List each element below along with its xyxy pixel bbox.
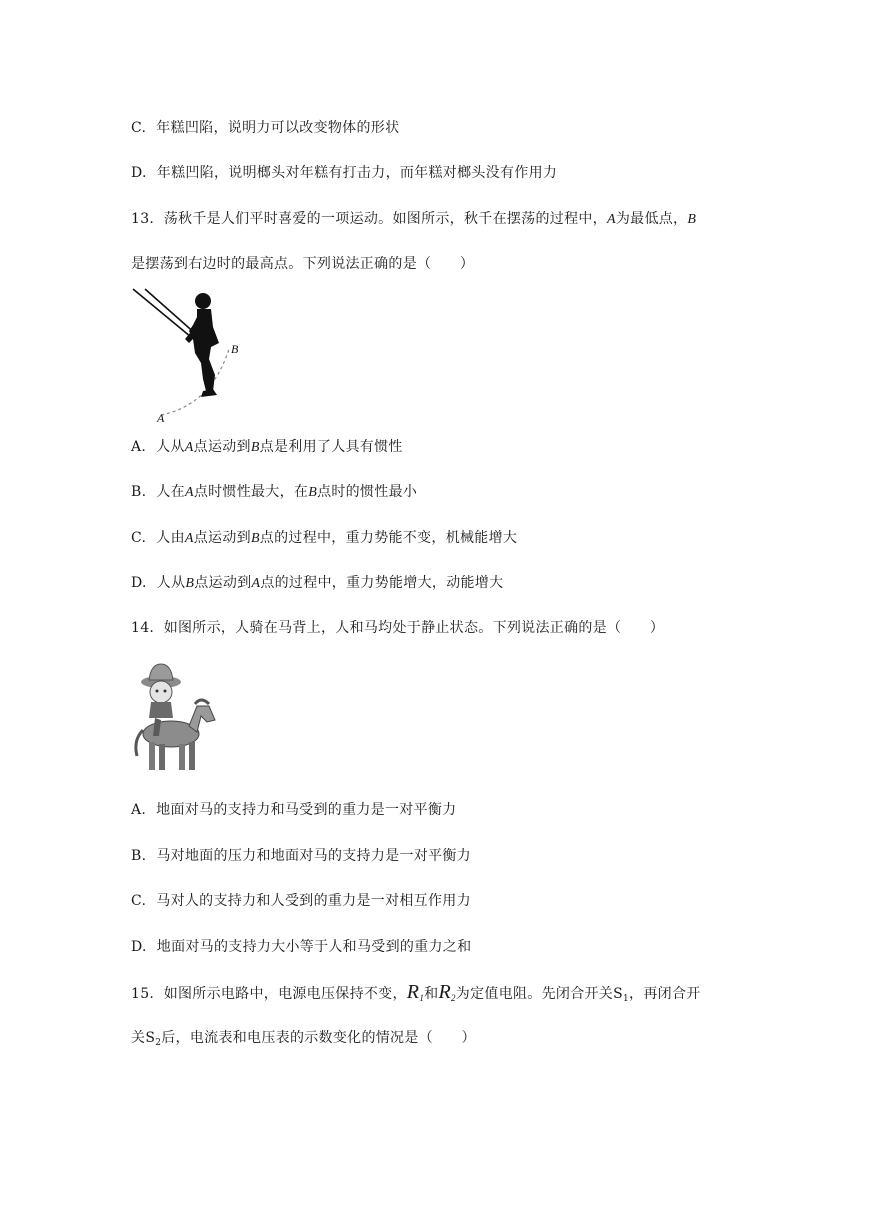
stem-text: 关 <box>131 1030 146 1046</box>
q14-option-c <box>131 891 471 911</box>
stem-text: 后，电流表和电压表的示数变化的情况是（ ） <box>161 1030 476 1046</box>
option-text: 马对人的支持力和人受到的重力是一对相互作用力 <box>156 893 471 909</box>
stem-text: 是摆荡到右边时的最高点。下列说法正确的是（ ） <box>131 256 475 272</box>
q14-option-b <box>131 846 471 866</box>
q15-stem-line1 <box>131 982 701 1009</box>
r1-symbol: $R_1$ <box>406 981 425 1003</box>
q12-option-c <box>131 118 399 138</box>
option-letter: D. <box>131 165 147 181</box>
option-text: 点运动到 <box>194 575 252 591</box>
option-text: 人从 <box>156 575 186 591</box>
option-letter: B. <box>131 484 147 500</box>
q15-stem-line2 <box>131 1028 476 1053</box>
q13-option-d <box>131 573 503 594</box>
option-text: 马对地面的压力和地面对马的支持力是一对平衡力 <box>156 848 471 864</box>
option-letter: A. <box>131 439 147 455</box>
option-text: 人由 <box>156 530 185 546</box>
q14-stem <box>131 618 664 638</box>
option-text: 点运动到 <box>193 439 251 455</box>
label-a: A <box>157 411 165 425</box>
question-number: 13. <box>131 211 155 227</box>
q13-stem-line2 <box>131 254 474 274</box>
option-text: 年糕凹陷，说明榔头对年糕有打击力，而年糕对榔头没有作用力 <box>156 165 558 181</box>
option-text: 年糕凹陷，说明力可以改变物体的形状 <box>156 120 400 136</box>
option-letter: B. <box>131 848 147 864</box>
var-a: A <box>184 485 194 500</box>
q13-option-b <box>131 482 417 503</box>
q14-option-d <box>131 937 471 957</box>
swing-figure <box>131 287 241 425</box>
question-number: 15. <box>131 986 155 1002</box>
r2-symbol: $R_2$ <box>438 981 456 1003</box>
s1-symbol: $S_1$ <box>613 986 630 1004</box>
stem-text: 为最低点， <box>615 211 688 227</box>
q14-option-a <box>131 800 456 820</box>
var-b: B <box>185 576 195 591</box>
q13-stem-line1 <box>131 209 696 230</box>
q13-option-a <box>131 437 403 458</box>
option-text: 人在 <box>156 484 185 500</box>
var-b: B <box>250 440 260 455</box>
stem-text: 和 <box>424 986 439 1002</box>
s2-symbol: $S_2$ <box>145 1030 162 1048</box>
option-text: 点时的惯性最小 <box>317 484 418 500</box>
stem-text: 为定值电阻。先闭合开关 <box>455 986 614 1002</box>
var-a: A <box>184 531 194 546</box>
option-letter: D. <box>131 575 147 591</box>
label-b: B <box>231 342 239 356</box>
option-text: 地面对马的支持力和马受到的重力是一对平衡力 <box>156 802 457 818</box>
option-text: 点时惯性最大，在 <box>193 484 309 500</box>
var-b: B <box>250 531 260 546</box>
q12-option-d <box>131 163 557 183</box>
var-b: B <box>308 485 318 500</box>
option-letter: A. <box>131 802 147 818</box>
stem-text: 荡秋千是人们平时喜爱的一项运动。如图所示，秋千在摆荡的过程中， <box>163 211 607 227</box>
option-letter: D. <box>131 939 147 955</box>
var-a: A <box>251 576 261 591</box>
option-text: 点运动到 <box>193 530 251 546</box>
var-a: A <box>607 212 616 227</box>
option-letter: C. <box>131 893 147 909</box>
stem-text: ，再闭合开 <box>629 986 701 1002</box>
option-text: 点的过程中，重力势能增大，动能增大 <box>260 575 504 591</box>
option-text: 点是利用了人具有惯性 <box>259 439 403 455</box>
option-letter: C. <box>131 530 147 546</box>
option-text: 人从 <box>156 439 185 455</box>
horse-rider-figure <box>131 660 223 776</box>
question-number: 14. <box>131 620 155 636</box>
option-text: 地面对马的支持力大小等于人和马受到的重力之和 <box>156 939 472 955</box>
var-b: B <box>687 212 697 227</box>
stem-text: 如图所示，人骑在马背上，人和马均处于静止状态。下列说法正确的是（ ） <box>163 620 665 636</box>
q13-option-c <box>131 528 517 549</box>
option-text: 点的过程中，重力势能不变，机械能增大 <box>259 530 518 546</box>
var-a: A <box>184 440 194 455</box>
stem-text: 如图所示电路中，电源电压保持不变， <box>163 986 407 1002</box>
option-letter: C. <box>131 120 147 136</box>
